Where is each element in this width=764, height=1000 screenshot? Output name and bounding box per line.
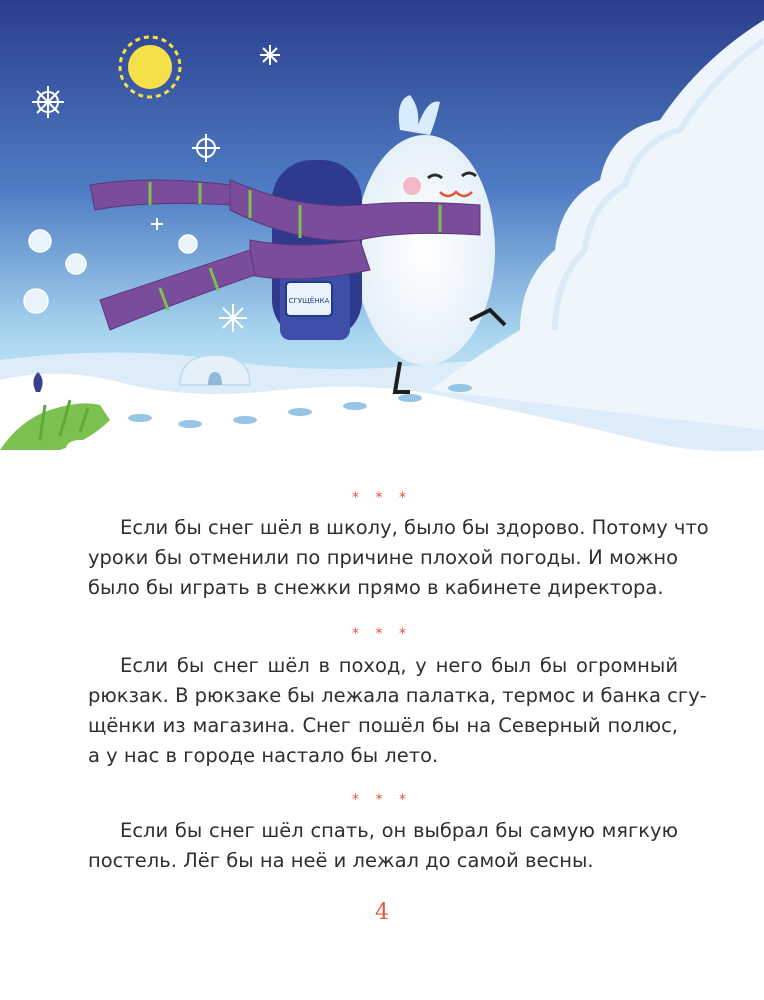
text-line: постель. Лёг бы на неё и лежал до самой весны. <box>88 849 594 872</box>
condensed-milk-jar <box>286 282 332 316</box>
text-line: было бы играть в снежки прямо в кабинете директора. <box>88 576 664 599</box>
separator-1: * * * <box>352 490 412 506</box>
snowman-illustration <box>0 0 764 470</box>
text-line: щёнки из магазина. Снег пошёл бы на Северный полюс, <box>88 714 678 737</box>
paragraph-1 <box>88 513 709 603</box>
separator-3: * * * <box>352 792 412 808</box>
text-line: рюкзак. В рюкзаке бы лежала палатка, термос и банка сгу- <box>88 684 707 707</box>
text-line: Если бы снег шёл спать, он выбрал бы самую мягкую <box>120 819 678 842</box>
text-line: Если бы снег шёл в поход, у него был бы огромный <box>120 654 678 677</box>
text-line: уроки бы отменили по причине плохой погоды. И можно <box>88 546 678 569</box>
snowman-body <box>355 135 495 365</box>
text-line: а у нас в городе настало бы лето. <box>88 744 439 767</box>
separator-2: * * * <box>352 626 412 642</box>
paragraph-3 <box>88 816 678 876</box>
paragraph-2 <box>88 651 707 771</box>
page-number: 4 <box>375 900 389 925</box>
svg-text:СГУЩЁНКА: СГУЩЁНКА <box>288 297 330 305</box>
text-line: Если бы снег шёл в школу, было бы здорово. Потому что <box>120 516 709 539</box>
